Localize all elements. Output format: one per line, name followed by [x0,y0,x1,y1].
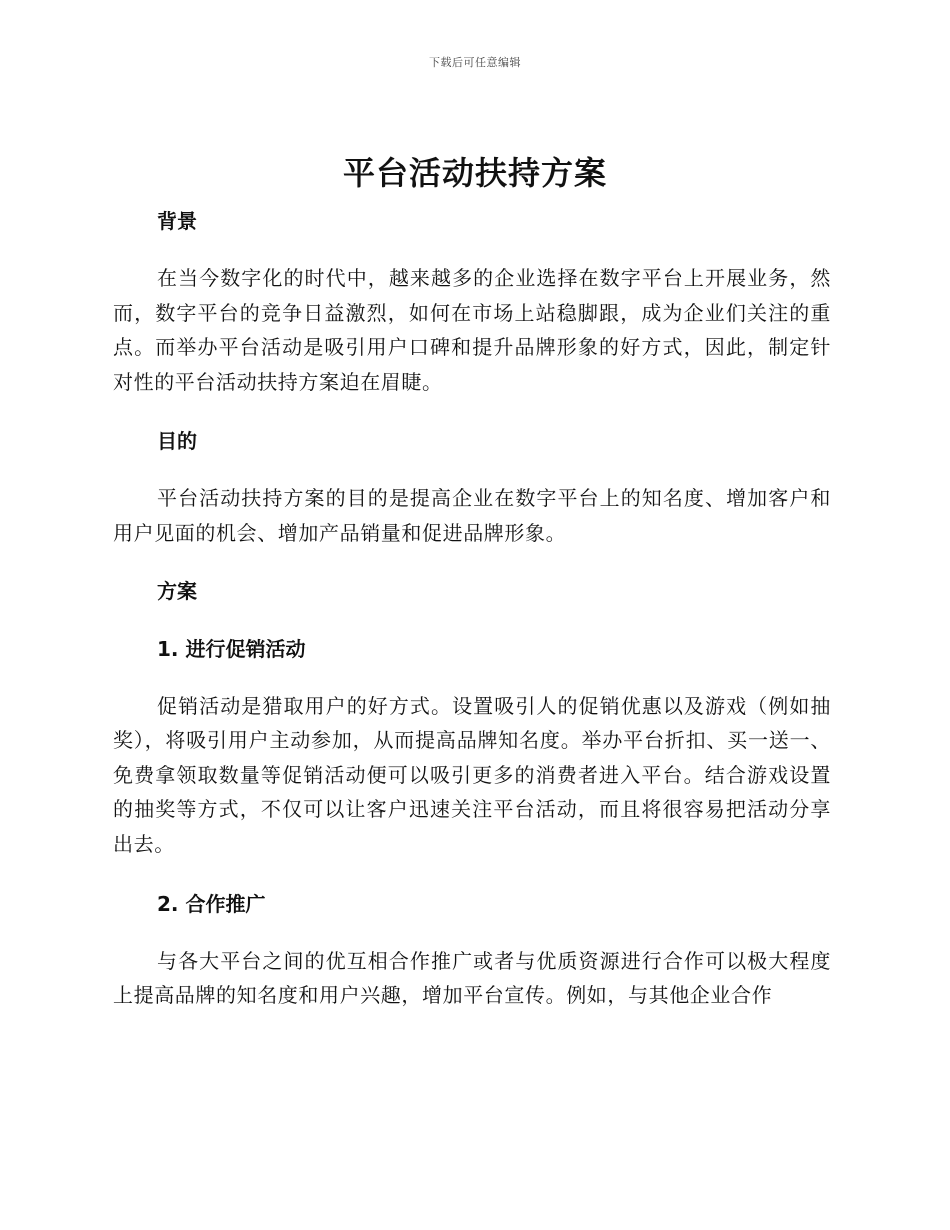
section-heading-plan: 方案 [157,578,197,603]
document-title: 平台活动扶持方案 [342,154,607,192]
section-paragraph-purpose: 平台活动扶持方案的目的是提高企业在数字平台上的知名度、增加客户和用户见面的机会、增加产品销量和促进品牌形象。 [113,486,831,545]
section-heading-background: 背景 [157,209,197,233]
section-heading-cooperation: 2. 合作推广 [157,891,266,916]
section-paragraph-promotion: 促销活动是猎取用户的好方式。设置吸引人的促销优惠以及游戏（例如抽奖），将吸引用户主动参加，从而提高品牌知名度。举办平台折扣、买一送一、免费拿领取数量等促销活动便可以吸引更多的消费者进入平台。结合游戏设置的抽奖等方式，不仅可以让客户迅速关注平台活动，而且将很容易把活动分享出去。 [113,693,831,856]
header-note: 下载后可任意编辑 [429,56,521,69]
section-heading-purpose: 目的 [157,429,197,454]
section-paragraph-background: 在当今数字化的时代中，越来越多的企业选择在数字平台上开展业务，然而，数字平台的竞争日益激烈，如何在市场上站稳脚跟，成为企业们关注的重点。而举办平台活动是吸引用户口碑和提升品牌形象的好方式，因此，制定针对性的平台活动扶持方案迫在眉睫。 [113,266,831,394]
section-paragraph-cooperation: 与各大平台之间的优互相合作推广或者与优质资源进行合作可以极大程度上提高品牌的知名度和用户兴趣，增加平台宣传。例如，与其他企业合作 [113,948,831,1008]
section-heading-promotion: 1. 进行促销活动 [157,636,306,661]
document-body [113,203,831,1013]
